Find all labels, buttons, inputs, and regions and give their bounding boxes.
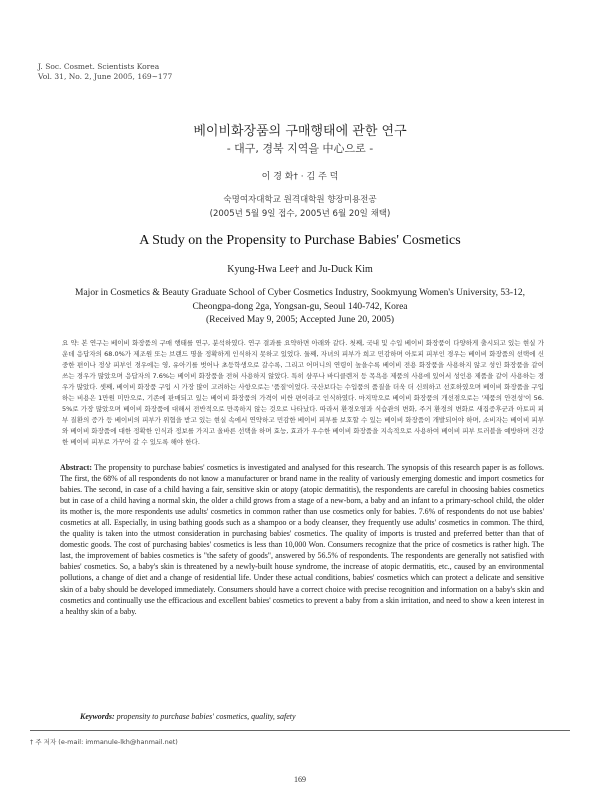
korean-received: (2005년 5월 9일 접수, 2005년 6월 20일 채택) (209, 209, 391, 219)
footnote: † 주 저자 (e-mail: immanule-lkh@hanmail.net) (30, 738, 178, 746)
english-abstract (60, 462, 544, 617)
korean-affiliation: 숙명여자대학교 원격대학원 향장미용전공 (223, 195, 377, 205)
abstract-label: Abstract: (60, 463, 92, 472)
abstract-text: The propensity to purchase babies' cosmetics is investigated and analysed for this research. The synopsis of this research paper is as follows. The first, the 68% of all respondents do not know a manufacturer or brand name in the reality of variously emerging domestic and import cosmetics for babies. The second, in case of a child having a fair, sensitive skin or atopy (atopic dermatitis), the respondents are careful in choosing babies cosmetics but in case of a child having a normal skin, the older a child grows from a stage of a new-born, a baby and an infant to a primary-school child, the older its mother is, the more respondents use adults' cosmetics in common rather than use cosmetics only for babies. 7.6% of respondents do not use babies' cosmetics at all. Especially, in using bathing goods such as a shampoo or a body cleanser, they frequently use adults' cosmetics in common. The third, the quality is taken into the utmost consideration in purchasing babies' cosmetics. The quality of imports is trusted and preferred better than that of domestic goods. The cost of purchasing babies' cosmetics is less than 10,000 Won. Consumers recognize that the price of cosmetics is rather high. The last, the improvement of babies cosmetics is "the safety of goods", answered by 56.5% of respondents. The respondents are generally not satisfied with babies' cosmetics. So, a baby's skin is threatened by a newly-built house syndrome, the increase of atopic dermatitis, etc., caused by an environmental pollutions, a change of diet and a change of residential life. Under these actual conditions, babies' cosmetics which can protect a delicate and sensitive skin of a baby should be developed immediately. Consumers should have a correct choice with precise recognition and information on a baby's skin and cosmetics and continually use the efficacious and excellent babies' cosmetics to prevent a baby from a skin irritation, and need to show a keen interest in a healthy skin of a baby. (60, 463, 544, 616)
journal-volume: Vol. 31, No. 2, June 2005, 169~177 (38, 72, 173, 81)
korean-authors: 이 경 화† · 김 주 덕 (261, 172, 339, 182)
english-affiliation-line2: Cheongpa-dong 2ga, Yongsan-gu, Seoul 140-742, Korea (192, 301, 408, 312)
korean-subtitle: - 대구, 경북 지역을 中心으로 - (226, 142, 374, 155)
keywords-text: propensity to purchase babies' cosmetics, quality, safety (116, 712, 296, 721)
korean-abstract: 요 약: 본 연구는 베이비 화장품의 구매 행태를 연구, 분석하였다. 연구 결과를 요약하면 아래와 같다. 첫째, 국내 및 수입 베이비 화장품이 다양하게 출시되고 있는 현실 가운데 응답자의 68.0%가 제조원 또는 브랜드 명을 정확하게 인식하지 못하고 있었다. 둘째, 자녀의 피부가 희고 민감하며 아토피 피부인 경우는 베이비 화장품의 선택에 신중한 편이나 정상 피부인 경우에는 영, 유아기를 벗어나 초등학생으로 갈수록, 그리고 어머니의 연령이 높을수록 베이비 전용 화장품을 사용하지 않고 성인 화장품을 같이 쓰는 경우가 많았으며 응답자의 7.6%는 베이비 화장품을 전혀 사용하지 않았다. 특히 샴푸나 바디클렌저 등 목욕용 제품의 사용에 있어서 성인용 제품을 같이 사용하는 경우가 많았다. 셋째, 베이비 화장품 구입 시 가장 많이 고려하는 사항으로는 '품질'이었다. 국산보다는 수입품의 품질을 더욱 더 신뢰하고 선호하였으며 베이비 화장품을 구입하는 비용은 1만원 미만으로, 기존에 판매되고 있는 베이비 화장품의 가격이 비싼 편이라고 인식하였다. 마지막으로 베이비 화장품의 개선점으로는 '제품의 안전성'이 56.5%로 가장 많았으며 베이비 화장품에 대해서 전반적으로 만족하지 않는 것으로 나타났다. 따라서 환경오염과 식습관의 변화, 주거 환경의 변화로 새집증후군과 아토피 피부 질환의 증가 등 베이비의 피부가 위협을 받고 있는 현실 속에서 연약하고 민감한 베이비 피부를 보호할 수 있는 베이비 화장품이 개발되어야 하며, 소비자는 베이비 피부와 베이비 화장품에 대한 정확한 인식과 정보를 가지고 올바른 선택을 하며 효능, 효과가 우수한 베이비 화장품을 지속적으로 사용하여 베이비 피부 트러블을 예방하며 건강한 베이비 피부로 가꾸어 갈 수 있도록 해야 한다. (62, 339, 544, 446)
korean-title: 베이비화장품의 구매행태에 관한 연구 (193, 124, 407, 139)
journal-name: J. Soc. Cosmet. Scientists Korea (38, 62, 160, 71)
english-affiliation-line1: Major in Cosmetics & Beauty Graduate School of Cyber Cosmetics Industry, Sookmyung Women's University, 53-12, (75, 288, 525, 298)
journal-header (38, 62, 172, 82)
footnote-divider (30, 730, 570, 731)
english-authors: Kyung-Hwa Lee† and Ju-Duck Kim (227, 264, 373, 275)
page-number: 169 (294, 775, 306, 784)
english-affiliation-block (30, 287, 570, 328)
english-title: A Study on the Propensity to Purchase Babies' Cosmetics (139, 233, 461, 248)
korean-affiliation-block (0, 193, 600, 221)
keywords-label: Keywords: (80, 712, 115, 721)
english-received: (Received May 9, 2005; Accepted June 20, 2005) (205, 315, 395, 326)
keywords (80, 712, 296, 721)
